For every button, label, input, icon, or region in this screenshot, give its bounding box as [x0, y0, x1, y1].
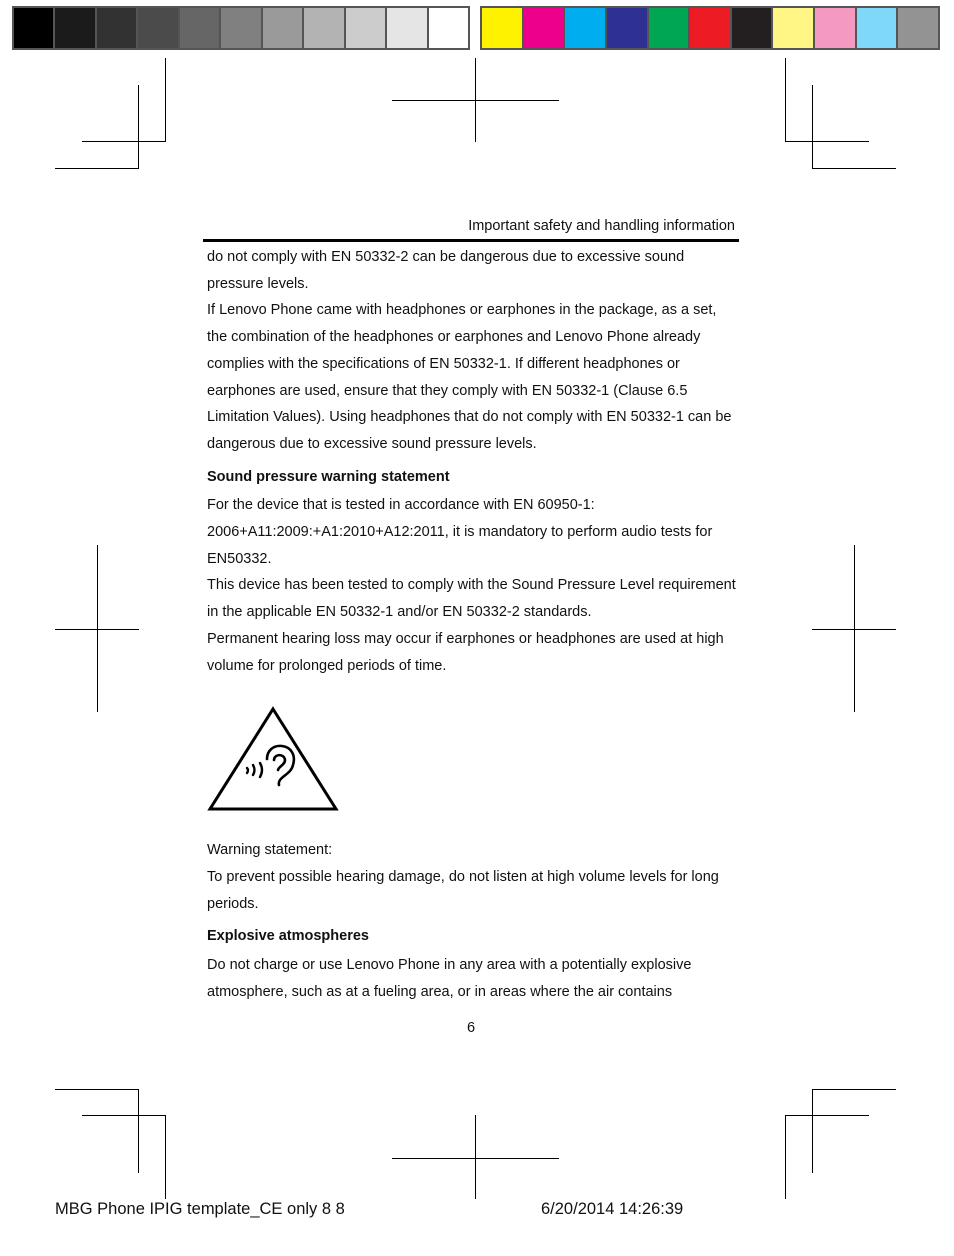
footer-timestamp: 6/20/2014 14:26:39: [541, 1200, 684, 1218]
running-header: Important safety and handling information: [468, 218, 735, 234]
color-swatch: [429, 8, 468, 48]
color-swatch: [524, 8, 566, 48]
color-swatch: [690, 8, 732, 48]
footer-file-info: MBG Phone IPIG template_CE only 8 8: [55, 1200, 345, 1218]
paragraph: do not comply with EN 50332-2 can be dangerous due to excessive sound pressure levels.: [207, 249, 685, 292]
paragraph: For the device that is tested in accordance with EN 60950-1: 2006+A11:2009:+A1:2010+A12:2011, it is mandatory to perform audio tests for EN50332.: [207, 497, 713, 567]
color-swatch: [607, 8, 649, 48]
paragraph: This device has been tested to comply with the Sound Pressure Level requirement in the applicable EN 50332-1 and/or EN 50332-2 standards.: [207, 577, 736, 621]
color-swatch: [898, 8, 938, 48]
color-bar-grayscale: [12, 6, 470, 50]
color-swatch: [732, 8, 774, 48]
paragraph: If Lenovo Phone came with headphones or earphones in the package, as a set, the combination of the headphones or earphones and Lenovo Phone already complies with the specifications of EN 50332-1. If different headphones or earphones are used, ensure that they comply with EN 50332-1 (Clause 6.5 Limitation Values). Using headphones that do not comply with EN 50332-1 can be dangerous due to excessive sound pressure levels.: [207, 302, 732, 452]
hearing-warning-icon: [207, 705, 339, 813]
section-heading-sound-pressure: Sound pressure warning statement: [207, 468, 450, 485]
color-swatch: [55, 8, 96, 48]
color-swatch: [97, 8, 138, 48]
page-content: [207, 244, 739, 1005]
color-swatch: [304, 8, 345, 48]
color-bar-process: [480, 6, 940, 50]
color-swatch: [649, 8, 691, 48]
color-swatch: [857, 8, 899, 48]
color-swatch: [221, 8, 262, 48]
color-swatch: [180, 8, 221, 48]
paragraph: To prevent possible hearing damage, do not listen at high volume levels for long periods.: [207, 868, 719, 912]
header-rule: [203, 239, 739, 242]
color-swatch: [138, 8, 179, 48]
color-swatch: [346, 8, 387, 48]
warning-label: Warning statement:: [207, 842, 333, 859]
paragraph: Permanent hearing loss may occur if earphones or headphones are used at high volume for prolonged periods of time.: [207, 630, 724, 674]
section-heading-explosive: Explosive atmospheres: [207, 928, 369, 945]
color-swatch: [263, 8, 304, 48]
color-swatch: [14, 8, 55, 48]
page-number: 6: [466, 1020, 476, 1036]
color-swatch: [815, 8, 857, 48]
color-swatch: [565, 8, 607, 48]
paragraph: Do not charge or use Lenovo Phone in any area with a potentially explosive atmosphere, such as at a fueling area, or in areas where the air contains: [207, 957, 692, 1000]
color-swatch: [387, 8, 428, 48]
color-swatch: [773, 8, 815, 48]
color-swatch: [482, 8, 524, 48]
